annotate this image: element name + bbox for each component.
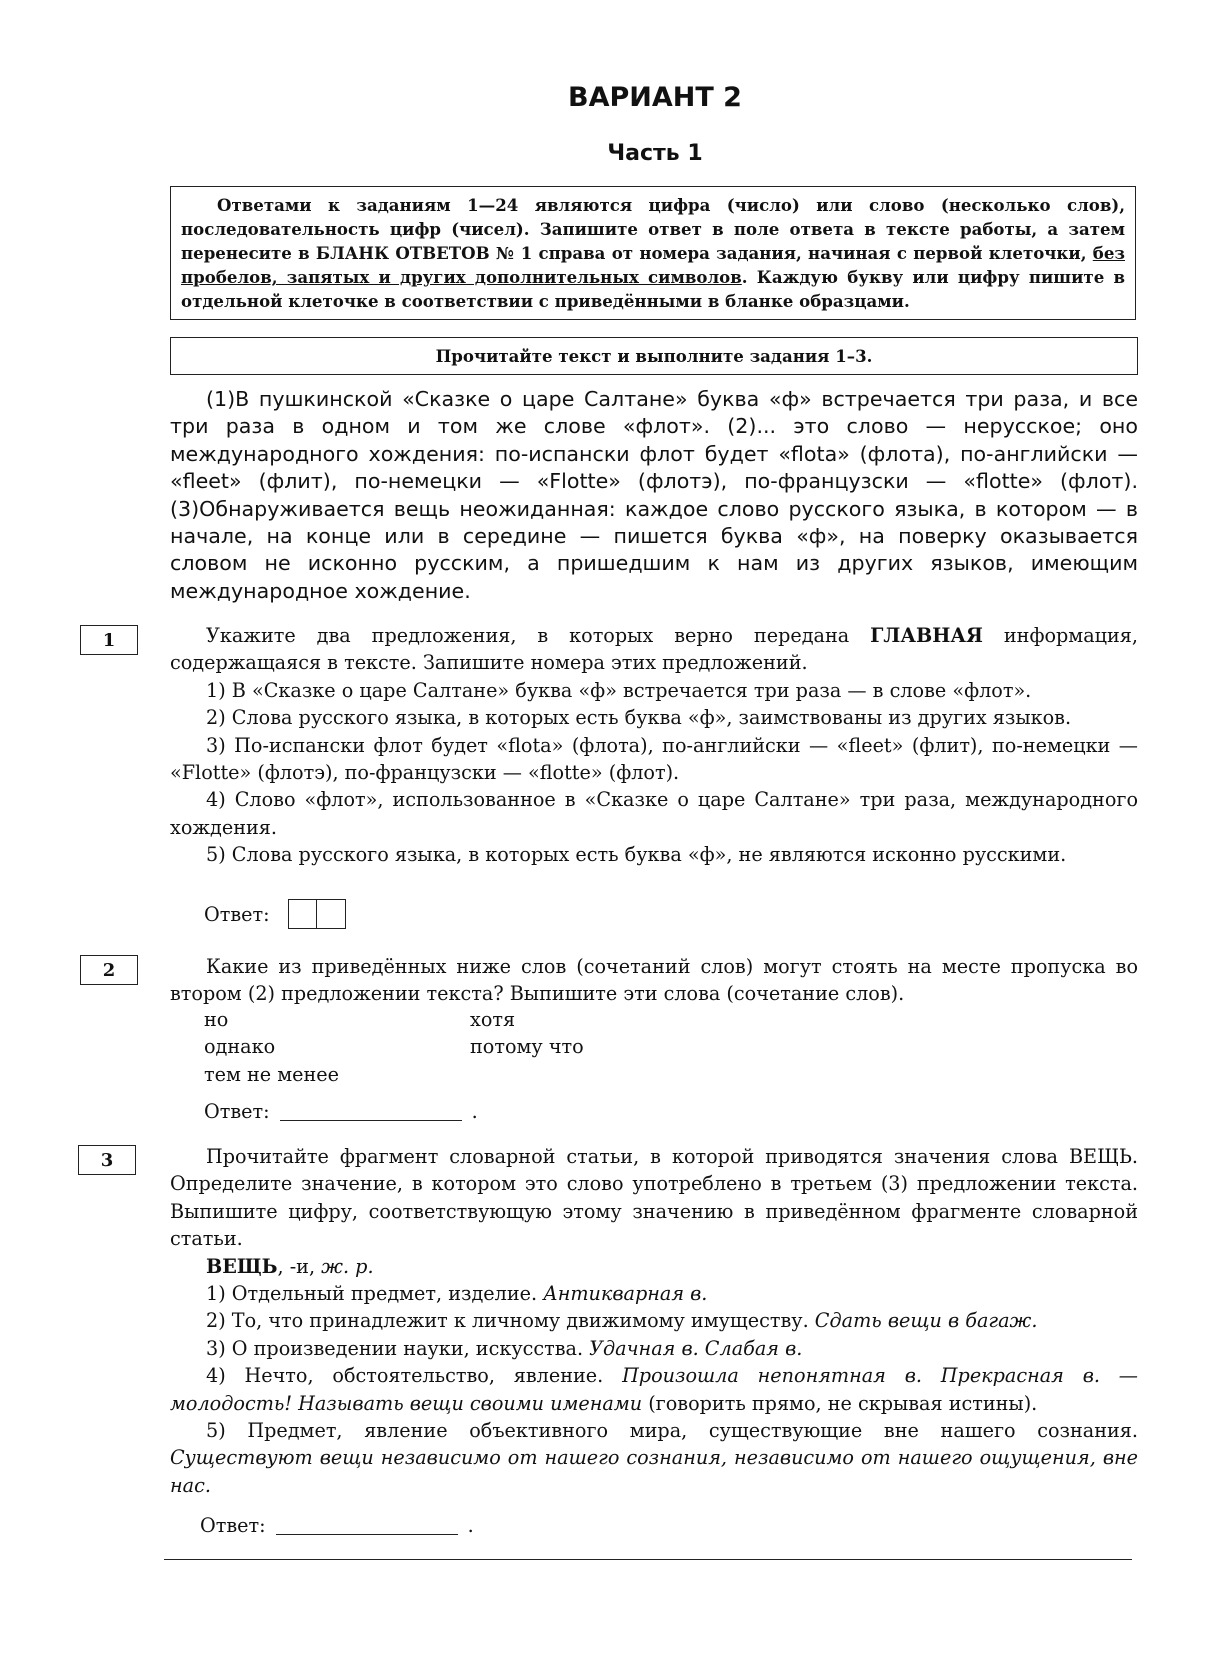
instructions-text-end: . Каждую букву или цифру пишите в отдельной клеточке в соответствии с приведёнными в бланке образцами. — [181, 267, 1125, 311]
question-1-prompt — [170, 622, 1138, 677]
dictionary-meaning — [170, 1280, 1138, 1307]
question-number-label: 1 — [102, 629, 116, 651]
question-number-label: 3 — [100, 1149, 114, 1171]
q1-answer-row — [204, 899, 346, 929]
meaning-example: Антикварная в. — [543, 1282, 708, 1306]
dictionary-meaning — [170, 1417, 1138, 1499]
part-title: Часть 1 — [607, 141, 703, 166]
entry-gender: ж. р. — [321, 1254, 374, 1278]
q2-word: тем не менее — [204, 1062, 340, 1086]
question-number-label: 2 — [102, 959, 116, 981]
read-task-box — [170, 337, 1138, 375]
meaning-tail: (говорить прямо, не скрывая истины). — [642, 1391, 1038, 1415]
q2-word: однако — [204, 1035, 276, 1059]
question-1 — [170, 622, 1138, 869]
meaning-example: Существуют вещи независимо от нашего сознания, независимо от нашего ощущения, вне нас. — [170, 1446, 1138, 1497]
dictionary-meaning — [170, 1362, 1138, 1417]
question-number-2 — [80, 955, 138, 985]
answer-cells[interactable] — [288, 899, 346, 929]
q2-answer-row — [204, 1100, 478, 1123]
q1-option: 1) В «Сказке о царе Салтане» буква «ф» встречается три раза — в слове «флот». — [206, 678, 1032, 702]
q3-answer-row — [200, 1514, 474, 1537]
reading-passage: (1)В пушкинской «Сказке о царе Салтане» буква «ф» встречается три раза, и все три раза в одном и том же слове «флот». (2)... это слово — нерусское; оно международного хождения: по-испански флот будет «flota» (флота), по-английски — «fleet» (флит), по-немецки — «Flotte» (флотэ), по-французски — «flotte» (флот). (3)Обнаруживается вещь неожиданная: каждое слово русского языка, в котором — в начале, на конце или в середине — пишется буква «ф», на поверку оказывается словом не исконно русским, а пришедшим к нам из других языков, имеющим международное хождение. — [170, 387, 1138, 603]
meaning-example: Сдать вещи в багаж. — [814, 1309, 1038, 1333]
answer-end: . — [467, 1514, 474, 1537]
q1-option: 2) Слова русского языка, в которых есть буква «ф», заимствованы из других языков. — [206, 706, 1072, 730]
entry-word: ВЕЩЬ — [206, 1254, 278, 1278]
meaning-text: 2) То, что принадлежит к личному движимому имуществу. — [206, 1309, 815, 1333]
dictionary-meaning — [170, 1307, 1138, 1334]
q1-option: 5) Слова русского языка, в которых есть буква «ф», не являются исконно русскими. — [206, 843, 1067, 867]
question-3-prompt: Прочитайте фрагмент словарной статьи, в которой приводятся значения слова ВЕЩЬ. Определите значение, в котором это слово употреблено в третьем (3) предложении текста. Выпишите цифру, соответствующую этому значению в приведённом фрагменте словарной статьи. — [170, 1145, 1138, 1251]
question-number-1 — [80, 625, 138, 655]
variant-title: ВАРИАНТ 2 — [568, 82, 742, 113]
dictionary-entry-head — [170, 1253, 1138, 1280]
q1-lead-bold: ГЛАВНАЯ — [870, 624, 983, 647]
q2-words-left — [204, 1006, 339, 1088]
instructions-box — [170, 186, 1136, 320]
q1-lead: Укажите два предложения, в которых верно передана — [206, 624, 871, 647]
instructions-text: Ответами к заданиям 1—24 являются цифра (число) или слово (несколько слов), последовательность цифр (чисел). Запишите ответ в поле ответа в тексте работы, а затем перенесите в БЛАНК ОТВЕТОВ № 1 справа от номера задания, начиная с первой клеточки, — [181, 195, 1125, 263]
answer-label: Ответ: — [204, 902, 270, 926]
bottom-divider — [164, 1559, 1132, 1560]
meaning-example: Удачная в. Слабая в. — [589, 1336, 803, 1360]
q2-words-right — [470, 1006, 584, 1061]
q1-option: 3) По-испански флот будет «flota» (флота), по-английски — «fleet» (флит), по-немецки — «Flotte» (флотэ), по-французски — «flotte» (флот). — [170, 733, 1138, 785]
answer-line[interactable] — [280, 1102, 462, 1121]
instructions-underlined: без пробелов, запятых и других дополнительных символов — [181, 243, 1125, 287]
q2-word: хотя — [470, 1008, 516, 1031]
question-2-prompt: Какие из приведённых ниже слов (сочетаний слов) могут стоять на месте пропуска во втором (2) предложении текста? Выпишите эти слова (сочетание слов). — [170, 955, 1138, 1006]
answer-label: Ответ: — [200, 1514, 266, 1537]
answer-end: . — [471, 1100, 478, 1123]
read-task-text: Прочитайте текст и выполните задания 1–3. — [435, 346, 873, 366]
meaning-example: Произошла непонятная в. Прекрасная в. — молодость! Называть вещи своими именами — [170, 1364, 1138, 1415]
q2-word: но — [204, 1008, 229, 1031]
q1-option: 4) Слово «флот», использованное в «Сказке о царе Салтане» три раза, международного хождения. — [170, 788, 1138, 839]
answer-cell[interactable] — [288, 899, 317, 929]
answer-line[interactable] — [276, 1516, 458, 1535]
dictionary-meaning — [170, 1335, 1138, 1362]
entry-grammar: , -и, — [277, 1254, 322, 1278]
meaning-text: 5) Предмет, явление объективного мира, существующие вне нашего сознания. — [206, 1419, 1138, 1443]
q2-word: потому что — [470, 1035, 584, 1059]
answer-label: Ответ: — [204, 1100, 270, 1123]
meaning-text: 1) Отдельный предмет, изделие. — [206, 1282, 544, 1306]
question-3 — [170, 1143, 1138, 1499]
question-number-3 — [78, 1145, 136, 1175]
answer-cell[interactable] — [317, 899, 346, 929]
meaning-text: 4) Нечто, обстоятельство, явление. — [206, 1364, 623, 1388]
meaning-text: 3) О произведении науки, искусства. — [206, 1336, 590, 1360]
q1-lead-rest: информация, содержащаяся в тексте. Запишите номера этих предложений. — [170, 624, 1138, 675]
